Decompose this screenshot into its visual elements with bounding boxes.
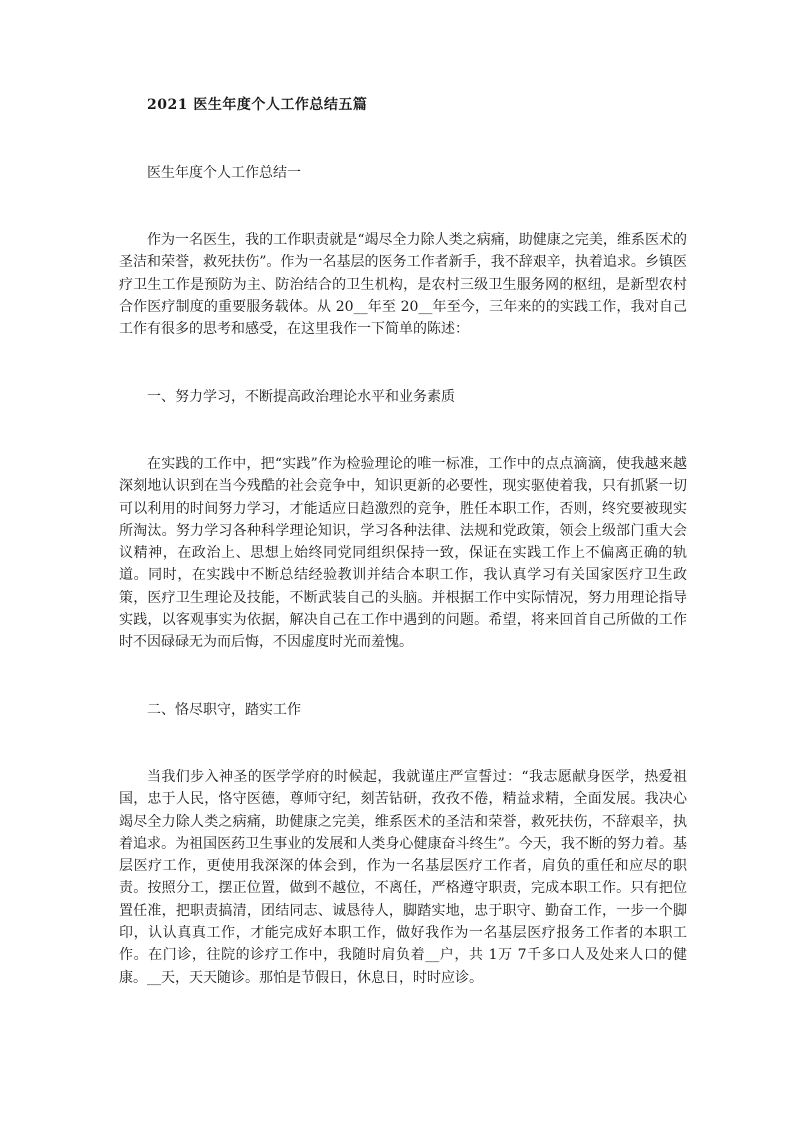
paragraph-intro: 作为一名医生，我的工作职责就是“竭尽全力除人类之病痛，助健康之完美，维系医术的圣洁和荣誉，救死扶伤”。作为一名基层的医务工作者新手，我不辞艰辛，执着追求。乡镇医疗卫生工作是预防为主、防治结合的卫生机构，是农村三级卫生服务网的枢纽，是新型农村合作医疗制度的重要服务载体。从 20__年至 20__年至今，三年来的的实践工作，我对自己工作有很多的思考和感受，在这里我作一下简单的陈述： [119,232,687,338]
document-title: 2021 医生年度个人工作总结五篇 [147,97,368,113]
paragraph-study: 在实践的工作中，把“实践”作为检验理论的唯一标准，工作中的点点滴滴，使我越来越深刻地认识到在当今残酷的社会竞争中，知识更新的必要性，现实驱使着我，只有抓紧一切可以利用的时间努力学习，才能适应日趋激烈的竞争，胜任本职工作，否则，终究要被现实所淘汰。努力学习各种科学理论知识，学习各种法律、法规和党政策，领会上级部门重大会议精神，在政治上、思想上始终同党同组织保持一致，保证在实践工作上不偏离正确的轨道。同时，在实践中不断总结经验教训并结合本职工作，我认真学习有关国家医疗卫生政策，医疗卫生理论及技能，不断武装自己的头脑。并根据工作中实际情况，努力用理论指导实践，以客观事实为依据，解决自己在工作中遇到的问题。希望，将来回首自己所做的工作时不因碌碌无为而后悔，不因虚度时光而羞愧。 [119,456,687,651]
document-subtitle: 医生年度个人工作总结一 [147,165,301,181]
section-heading-duty: 二、恪尽职守，踏实工作 [147,702,301,718]
section-heading-study: 一、努力学习，不断提高政治理论水平和业务素质 [147,389,455,405]
paragraph-duty: 当我们步入神圣的医学学府的时候起，我就谨庄严宣誓过：“我志愿献身医学，热爱祖国，忠于人民，恪守医德，尊师守纪，刻苦钻研，孜孜不倦，精益求精，全面发展。我决心竭尽全力除人类之病痛，助健康之完美，维系医术的圣洁和荣誉，救死扶伤，不辞艰辛，执着追求。为祖国医药卫生事业的发展和人类身心健康奋斗终生”。今天，我不断的努力着。基层医疗工作，更使用我深深的体会到，作为一名基层医疗工作者，肩负的重任和应尽的职责。按照分工，摆正位置，做到不越位，不离任，严格遵守职责，完成本职工作。只有把位置任准，把职责搞清，团结同志、诚恳待人，脚踏实地，忠于职守、勤奋工作，一步一个脚印，认认真真工作，才能完成好本职工作，做好我作为一名基层医疗报务工作者的本职工作。在门诊，往院的诊疗工作中，我随时肩负着__户，共 1万 7千多口人及处来人口的健康。__天，天天随诊。那怕是节假日，休息日，时时应诊。 [119,769,687,986]
